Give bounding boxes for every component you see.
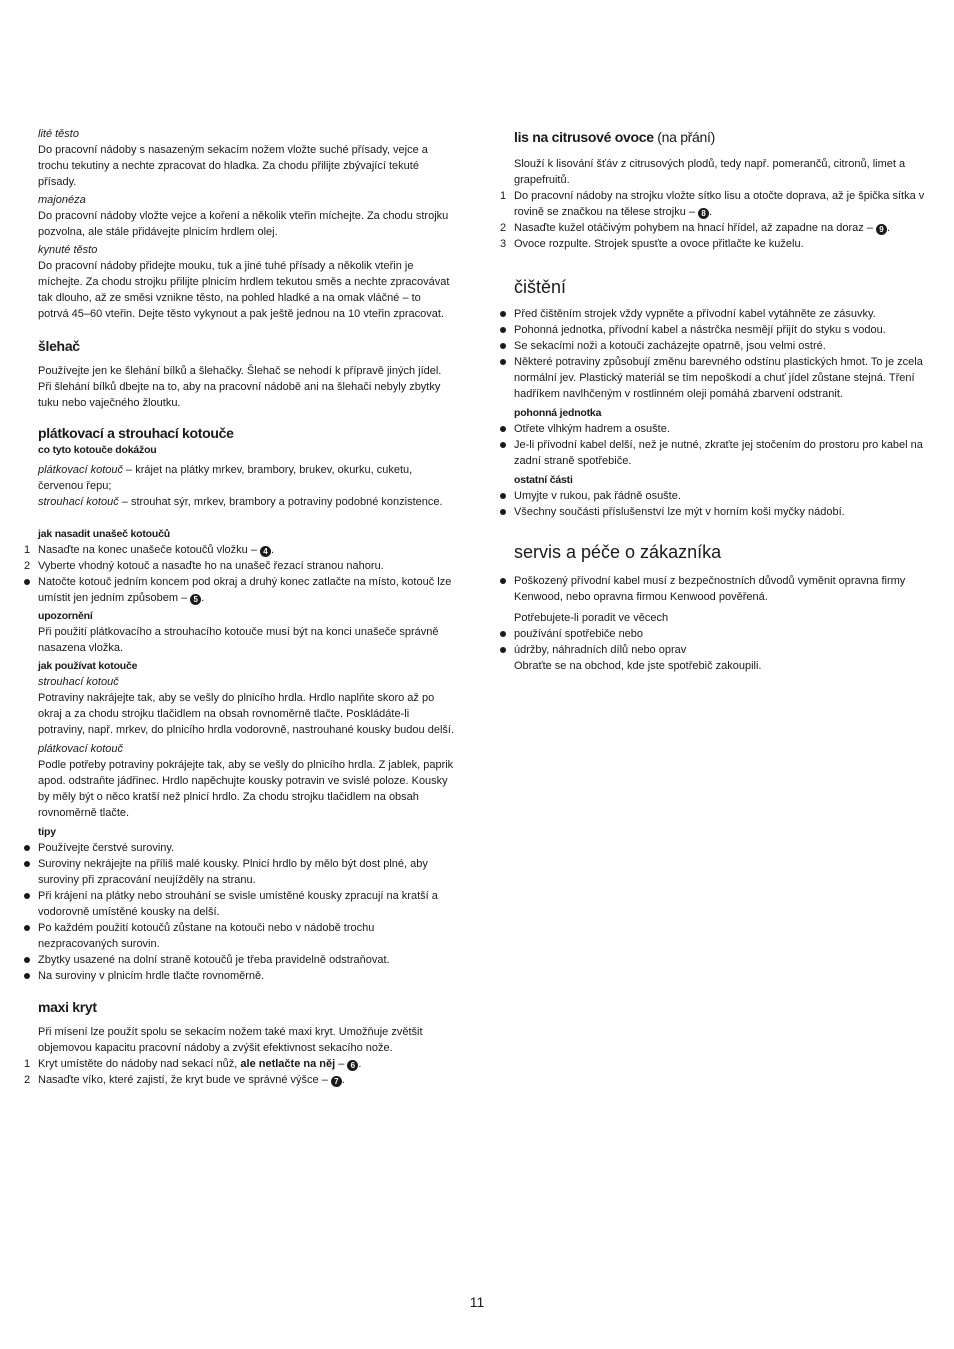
platkovaci-use: Podle potřeby potraviny pokrájejte tak, aby se vešly do plnicího hrdla. Z jablek, paprik apod. odstraňte jádřinec. Hrdlo napěchujte kousky potravin ve svislé poloze. Kousky by měly být o něco kratší než plnicí hrdlo. Za chodu strojku tlačidlem na obsah rovnoměrně tlačte.	[38, 759, 454, 819]
platkovaci-sub: plátkovací kotouč	[38, 743, 123, 755]
list-item: 1 Do pracovní nádoby na strojku vložte sítko lisu a otočte doprava, až je špička sítka v rovině se značkou na tělese strojku – 8 .	[500, 190, 925, 218]
bullet-icon	[24, 861, 30, 867]
list-item: Používejte čerstvé suroviny.	[38, 840, 454, 856]
figure-ref-icon: 8	[698, 208, 709, 219]
maxi-kryt-text: Při mísení lze použít spolu se sekacím nožem také maxi kryt. Umožňuje zvětšit objemovou kapacitu pracovní nádoby a zvýšit efektivnost sekacího nože.	[38, 1026, 423, 1054]
right-column	[500, 126, 932, 674]
platkovaci-text: – krájet na plátky mrkev, brambory, brukev, okurku, cuketu, červenou řepu;	[38, 464, 413, 492]
list-item: 2 Vyberte vhodný kotouč a nasaďte ho na unašeč řezací stranou nahoru.	[24, 560, 384, 572]
figure-ref-icon: 9	[876, 224, 887, 235]
figure-ref-icon: 7	[331, 1076, 342, 1087]
bullet-icon	[500, 343, 506, 349]
upozorneni-title: upozornění	[38, 610, 93, 622]
kynute-testo-text: Do pracovní nádoby přidejte mouku, tuk a jiné tuhé přísady a několik vteřin je míchejte. Za chodu strojku přilijte plnicím hrdlem tekutou směs a nechte zpracovávat tak dlouho, až ze směsi vznikne těsto, na pohled hladké a na omak vláčné – to potrvá 45–60 vteřin. Dejte těsto vykynout a pak ještě jednou na 10 vteřin zpracovat.	[38, 260, 450, 320]
list-item: používání spotřebiče nebo	[514, 626, 932, 642]
bullet-icon	[500, 442, 506, 448]
list-item: Poškozený přívodní kabel musí z bezpečnostních důvodů vyměnit opravna firmy Kenwood, nebo opravna firmou Kenwood pověřená.	[514, 573, 932, 605]
lis-intro: Slouží k lisování šťáv z citrusových plodů, tedy např. pomerančů, citronů, limet a grapefruitů.	[514, 158, 906, 186]
servis-heading: servis a péče o zákazníka	[514, 542, 722, 562]
slehac-heading: šlehač	[38, 338, 80, 354]
slehac-text: Používejte jen ke šlehání bílků a šlehačky. Šlehač se nehodí k přípravě jiných jídel. Při šlehání bílků dbejte na to, aby na pracovní nádobě ani na šlehači nebyly zbytky tuku nebo vaječného žloutku.	[38, 365, 442, 409]
list-item: údržby, náhradních dílů nebo oprav	[514, 642, 932, 658]
list-item: Na suroviny v plnicím hrdle tlačte rovnoměrně.	[38, 968, 454, 984]
bullet-icon	[500, 359, 506, 365]
majoneza-title: majonéza	[38, 194, 86, 206]
strouhaci-use: Potraviny nakrájejte tak, aby se vešly do plnicího hrdla. Hrdlo naplňte skoro až po okraj a za chodu strojku tlačidlem na obsah rovnoměrně tlačte. Poskládáte-li potraviny, např. mrkev, do plnicího hrdla vodorovně, nastrouhané kousky budou delší.	[38, 692, 455, 736]
list-item: Otřete vlhkým hadrem a osušte.	[514, 421, 932, 437]
list-item: Se sekacími noži a kotouči zacházejte opatrně, jsou velmi ostré.	[514, 338, 932, 354]
list-item: 1 Kryt umístěte do nádoby nad sekací nůž, ale netlačte na něj – 6 .	[24, 1058, 362, 1070]
bullet-icon	[500, 631, 506, 637]
list-item: 2 Nasaďte víko, které zajistí, že kryt bude ve správné výšce – 7 .	[24, 1074, 345, 1086]
bullet-icon	[24, 925, 30, 931]
page-number: 11	[469, 1294, 485, 1310]
list-item: Všechny součásti příslušenství lze mýt v horním koši myčky nádobí.	[514, 504, 932, 520]
bullet-icon	[24, 845, 30, 851]
strouhaci-label: strouhací kotouč	[38, 496, 119, 508]
list-item: 3 Ovoce rozpulte. Strojek spusťte a ovoce přitlačte ke kuželu.	[500, 238, 804, 250]
list-item: Natočte kotouč jedním koncem pod okraj a druhý konec zatlačte na místo, kotouč lze umístit jen jedním způsobem – 5 .	[38, 574, 454, 606]
lite-testo-text: Do pracovní nádoby s nasazeným sekacím nožem vložte suché přísady, vejce a trochu tekutiny a nechte zpracovat do hladka. Za chodu přilijte zbývající tekuté přísady.	[38, 144, 428, 188]
cisteni-heading: čištění	[514, 277, 567, 297]
strouhaci-description	[38, 494, 454, 510]
bullet-icon	[24, 579, 30, 585]
list-item: Před čištěním strojek vždy vypněte a přívodní kabel vytáhněte ze zásuvky.	[514, 306, 932, 322]
figure-ref-icon: 5	[190, 594, 201, 605]
bullet-icon	[500, 509, 506, 515]
list-item: Při krájení na plátky nebo strouhání se svisle umístěné kousky zpracují na kratší a vodorovně umístěné kousky na delší.	[38, 888, 454, 920]
co-kotouce-title: co tyto kotouče dokážou	[38, 444, 157, 456]
kynute-testo-title: kynuté těsto	[38, 244, 98, 256]
left-column	[24, 126, 455, 1088]
bullet-icon	[24, 973, 30, 979]
bullet-icon	[24, 893, 30, 899]
bullet-icon	[24, 957, 30, 963]
bullet-icon	[500, 578, 506, 584]
pohon-title: pohonná jednotka	[514, 407, 602, 419]
list-item: Suroviny nekrájejte na příliš malé kousky. Plnicí hrdlo by mělo být dost plné, aby suroviny při zpracování neujížděly na stranu.	[38, 856, 454, 888]
list-item: Pohonná jednotka, přívodní kabel a nástrčka nesmějí přijít do styku s vodou.	[514, 322, 932, 338]
strouhaci-text: – strouhat sýr, mrkev, brambory a potraviny podobné konzistence.	[118, 496, 443, 508]
ostatni-title: ostatní části	[514, 474, 573, 486]
figure-ref-icon: 4	[260, 546, 271, 557]
bullet-icon	[500, 327, 506, 333]
servis-need: Potřebujete-li poradit ve věcech	[514, 612, 669, 624]
kotouce-heading: plátkovací a strouhací kotouče	[38, 425, 234, 441]
list-item: Zbytky usazené na dolní straně kotoučů je třeba pravidelně odstraňovat.	[38, 952, 454, 968]
bullet-icon	[500, 493, 506, 499]
list-item: 1 Nasaďte na konec unašeče kotoučů vložku – 4 .	[24, 544, 275, 556]
upozorneni-text: Při použití plátkovacího a strouhacího kotouče musí být na konci unašeče správně nasazena vložka.	[38, 626, 439, 654]
list-item: Některé potraviny způsobují změnu barevného odstínu plastických hmot. To je zcela normální jev. Plastický materiál se tím nepoškodí a chuť jídel zůstane stejná. Tření hadříkem navlhčeným v rostlinném oleji pomáhá zbarvení odstranit.	[514, 354, 932, 402]
majoneza-text: Do pracovní nádoby vložte vejce a koření a několik vteřin míchejte. Za chodu strojku pozvolna, ale stále přidávejte plnicím hrdlem olej.	[38, 210, 449, 238]
list-item: Je-li přívodní kabel delší, než je nutné, zkraťte jej stočením do prostoru pro kabel na zadní straně spotřebiče.	[514, 437, 932, 469]
figure-ref-icon: 6	[347, 1060, 358, 1071]
strouhaci-sub: strouhací kotouč	[38, 676, 119, 688]
lite-testo-title: lité těsto	[38, 128, 79, 140]
tipy-title: tipy	[38, 826, 56, 838]
bullet-icon	[500, 647, 506, 653]
nasadit-title: jak nasadit unašeč kotoučů	[38, 528, 170, 540]
bullet-icon	[500, 311, 506, 317]
servis-contact: Obraťte se na obchod, kde jste spotřebič zakoupili.	[514, 660, 762, 672]
list-item: Po každém použití kotoučů zůstane na kotouči nebo v nádobě trochu nezpracovaných surovin.	[38, 920, 454, 952]
list-item: 2 Nasaďte kužel otáčivým pohybem na hnací hřídel, až zapadne na doraz – 9 .	[500, 222, 891, 234]
pouzivat-title: jak používat kotouče	[38, 660, 138, 672]
maxi-kryt-heading: maxi kryt	[38, 999, 97, 1015]
platkovaci-description	[38, 462, 454, 494]
bullet-icon	[500, 426, 506, 432]
lis-heading: lis na citrusové ovoce (na přání)	[514, 129, 715, 145]
list-item: Umyjte v rukou, pak řádně osušte.	[514, 488, 932, 504]
platkovaci-label: plátkovací kotouč	[38, 464, 123, 476]
